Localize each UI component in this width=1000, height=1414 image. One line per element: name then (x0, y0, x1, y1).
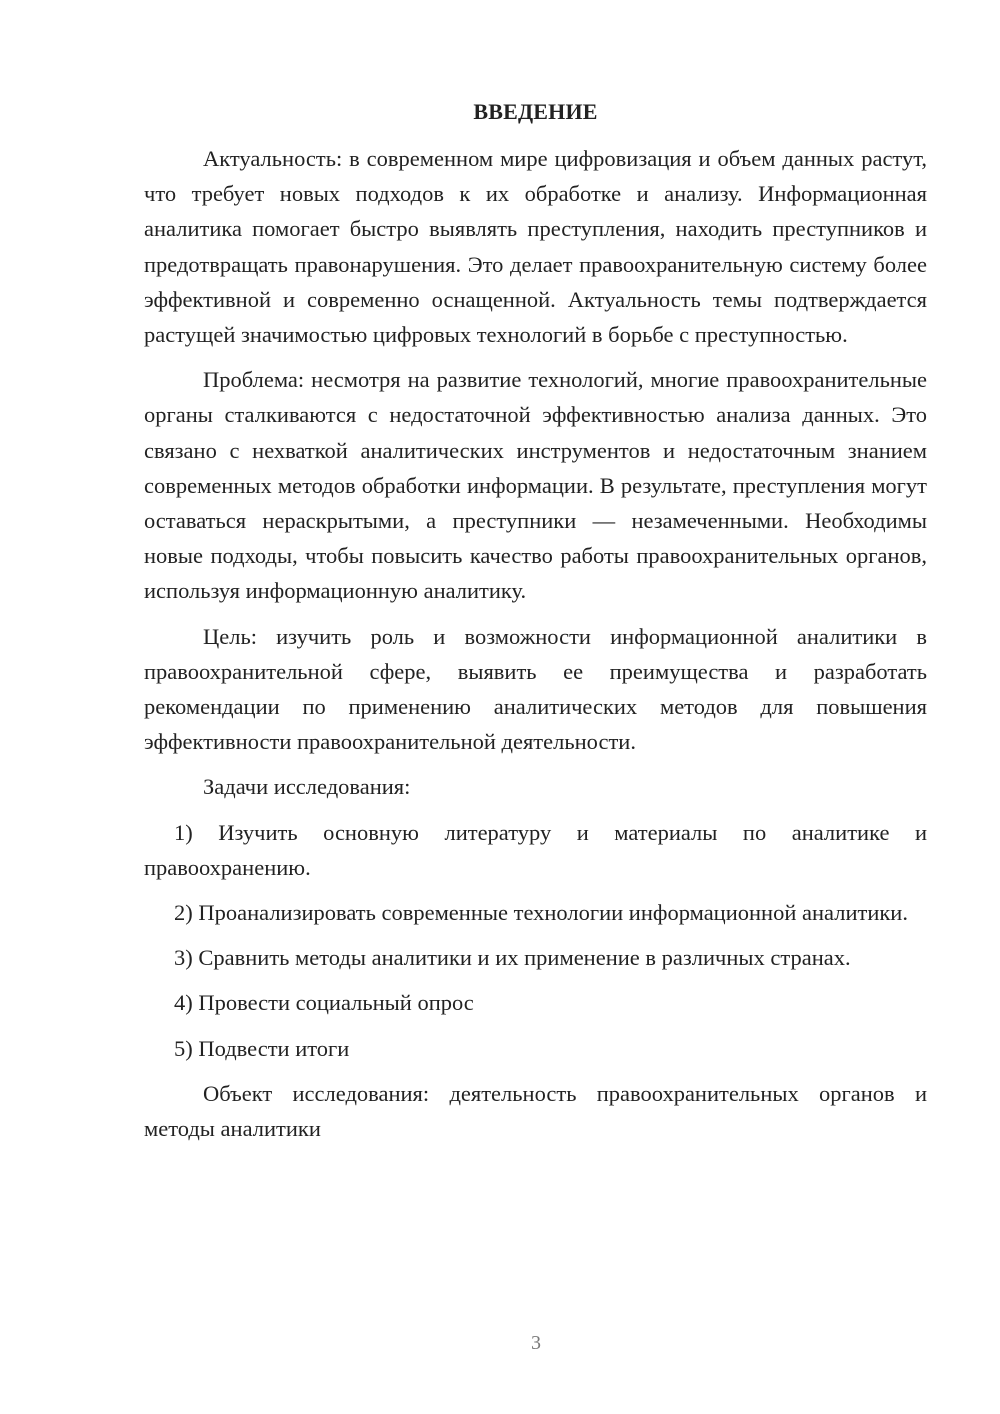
page-number: 3 (531, 1332, 541, 1354)
page-title: ВВЕДЕНИЕ (473, 99, 598, 124)
task-item: 4) Провести социальный опрос (174, 990, 474, 1016)
object-paragraph: Объект исследования: деятельность правоохранительных органов и методы аналитики (144, 1080, 927, 1142)
goal-paragraph: Цель: изучить роль и возможности информационной аналитики в правоохранительной сфере, выявить ее преимущества и разработать рекомендации по применению аналитических методов для повышения эффективности правоохранительной деятельности. (144, 623, 927, 755)
task-item: 3) Сравнить методы аналитики и их применение в различных странах. (174, 945, 851, 971)
tasks-heading: Задачи исследования: (203, 774, 411, 800)
task-item: 2) Проанализировать современные технологии информационной аналитики. (174, 900, 908, 926)
relevance-paragraph: Актуальность: в современном мире цифровизация и объем данных растут, что требует новых подходов к их обработке и анализу. Информационная аналитика помогает быстро выявлять преступления, находить преступников и предотвращать правонарушения. Это делает правоохранительную систему более эффективной и современно оснащенной. Актуальность темы подтверждается растущей значимостью цифровых технологий в борьбе с преступностью. (144, 146, 927, 348)
problem-paragraph: Проблема: несмотря на развитие технологий, многие правоохранительные органы сталкиваются с недостаточной эффективностью анализа данных. Это связано с нехваткой аналитических инструментов и недостаточным знанием современных методов обработки информации. В результате, преступления могут оставаться нераскрытыми, а преступники — незамеченными. Необходимы новые подходы, чтобы повысить качество работы правоохранительных органов, используя информационную аналитику. (144, 367, 927, 604)
page-content (144, 94, 927, 1146)
task-item: 1) Изучить основную литературу и материалы по аналитике и правоохранению. (144, 819, 927, 880)
task-item: 5) Подвести итоги (174, 1035, 350, 1061)
